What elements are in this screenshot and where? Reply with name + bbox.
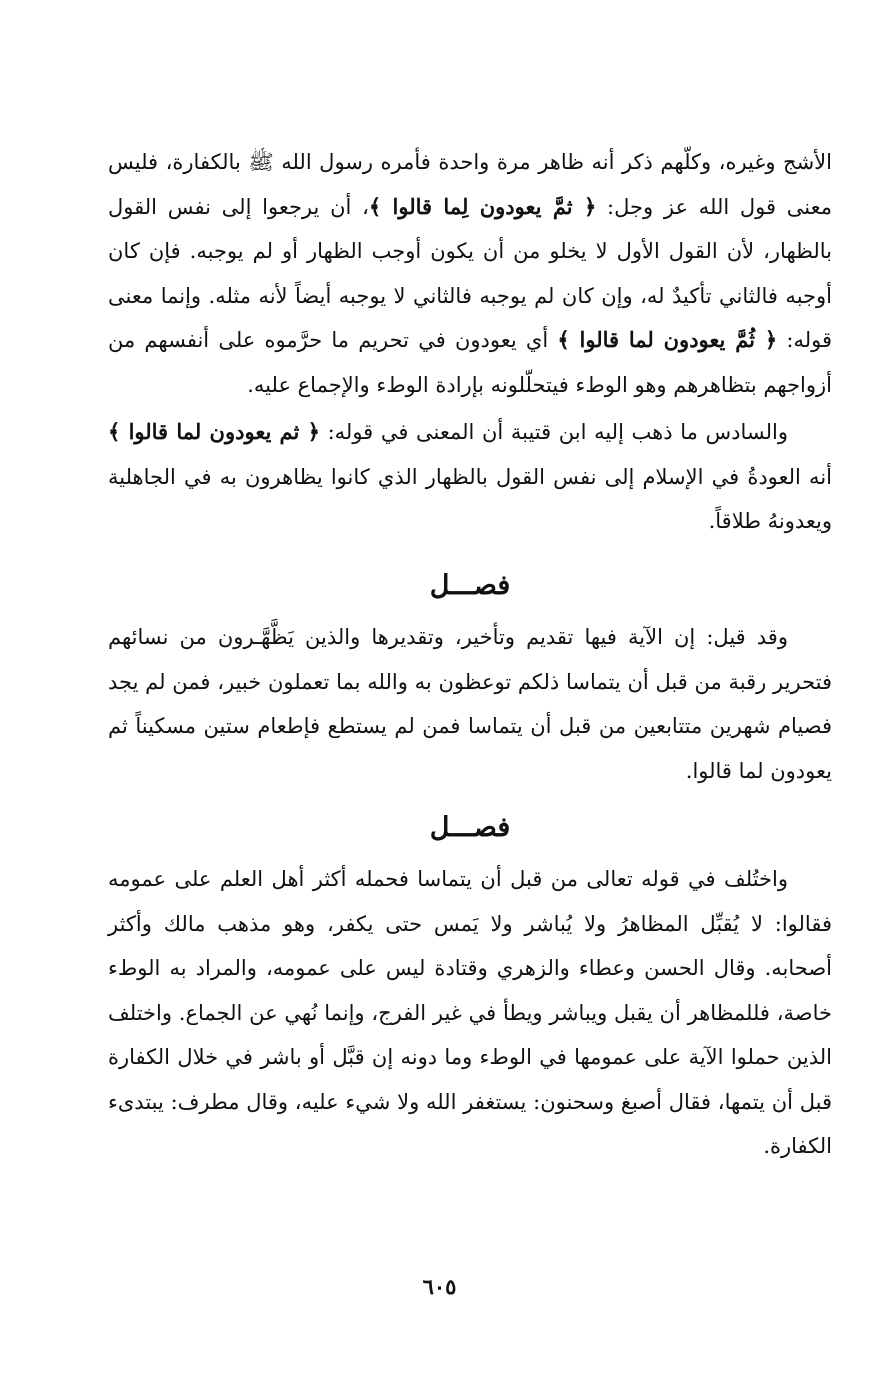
paragraph-3 — [108, 615, 832, 793]
text-block-4 — [108, 857, 832, 1169]
text-block-3 — [108, 615, 832, 793]
paragraph-4-text: واختُلف في قوله تعالى من قبل أن يتماسا فحمله أكثر أهل العلم على عمومه فقالوا: لا يُقبِّل المظاهرُ ولا يُباشر ولا يَمس حتى يكفر، وهو مذهب مالك وأكثر أصحابه. وقال الحسن وعطاء والزهري وقتادة ليس على عمومه، والمراد به الوطء خاصة، فللمظاهر أن يقبل ويباشر ويطأ في غير الفرج، وإنما نُهي عن الجماع. واختلف الذين حملوا الآية على عمومها في الوطء وما دونه إن قبَّل أو باشر في خلال الكفارة قبل أن يتمها، فقال أصبغ وسحنون: يستغفر الله ولا شيء عليه، وقال مطرف: يبتدىء الكفارة. — [108, 867, 832, 1158]
section-heading: فصـــل — [429, 570, 511, 601]
paragraph-1-text: ، أن يرجعوا إلى نفس القول بالظهار، لأن القول الأول لا يخلو من أن يكون أوجب الظهار أو لم يوجبه. فإن كان أوجبه فالثاني تأكيدٌ له، وإن كان لم يوجبه فالثاني لا يوجبه أيضاً لأنه مثله. وإنما معنى قوله: — [108, 194, 832, 352]
quran-quote: ﴿ ثمَّ يعودون لِما قالوا ﴾ — [368, 193, 597, 219]
paragraph-1 — [108, 140, 832, 407]
section-heading: فصـــل — [429, 812, 511, 843]
text-block-1 — [108, 140, 832, 407]
paragraph-4 — [108, 857, 832, 1169]
paragraph-1-text: الأشج وغيره، وكلّهم ذكر أنه ظاهر مرة واحدة فأمره رسول الله ﷺ بالكفارة، فليس معنى قول الله عز وجل: — [108, 150, 833, 219]
paragraph-2-text: أنه العودةُ في الإسلام إلى نفس القول بالظهار الذي كانوا يظاهرون به في الجاهلية ويعدونهُ طلاقاً. — [108, 464, 832, 533]
paragraph-3-text: وقد قيل: إن الآية فيها تقديم وتأخير، وتقديرها والذين يَظَّهَّـرون من نسائهم فتحرير رقبة من قبل أن يتماسا ذلكم توعظون به والله بما تعملون خبير، فمن لم يجد فصيام شهرين متتابعين من قبل أن يتماسا فمن لم يستطع فإطعام ستين مسكيناً ثم يعودون لما قالوا. — [108, 625, 832, 783]
paragraph-2-text: والسادس ما ذهب إليه ابن قتيبة أن المعنى في قوله: — [319, 420, 788, 444]
paragraph-2 — [108, 410, 832, 544]
page-number: ٦٠٥ — [422, 1274, 457, 1299]
quran-quote: ﴿ ثُمَّ يعودون لما قالوا ﴾ — [557, 327, 778, 352]
text-block-2 — [108, 410, 832, 544]
paragraph-1-text: أي يعودون في تحريم ما حرَّموه على أنفسهم من أزواجهم بتظاهرهم وهو الوطء فيتحلّلونه بإرادة الوطء والإجماع عليه. — [108, 328, 832, 397]
quran-quote: ﴿ ثم يعودون لما قالوا ﴾ — [108, 419, 320, 444]
